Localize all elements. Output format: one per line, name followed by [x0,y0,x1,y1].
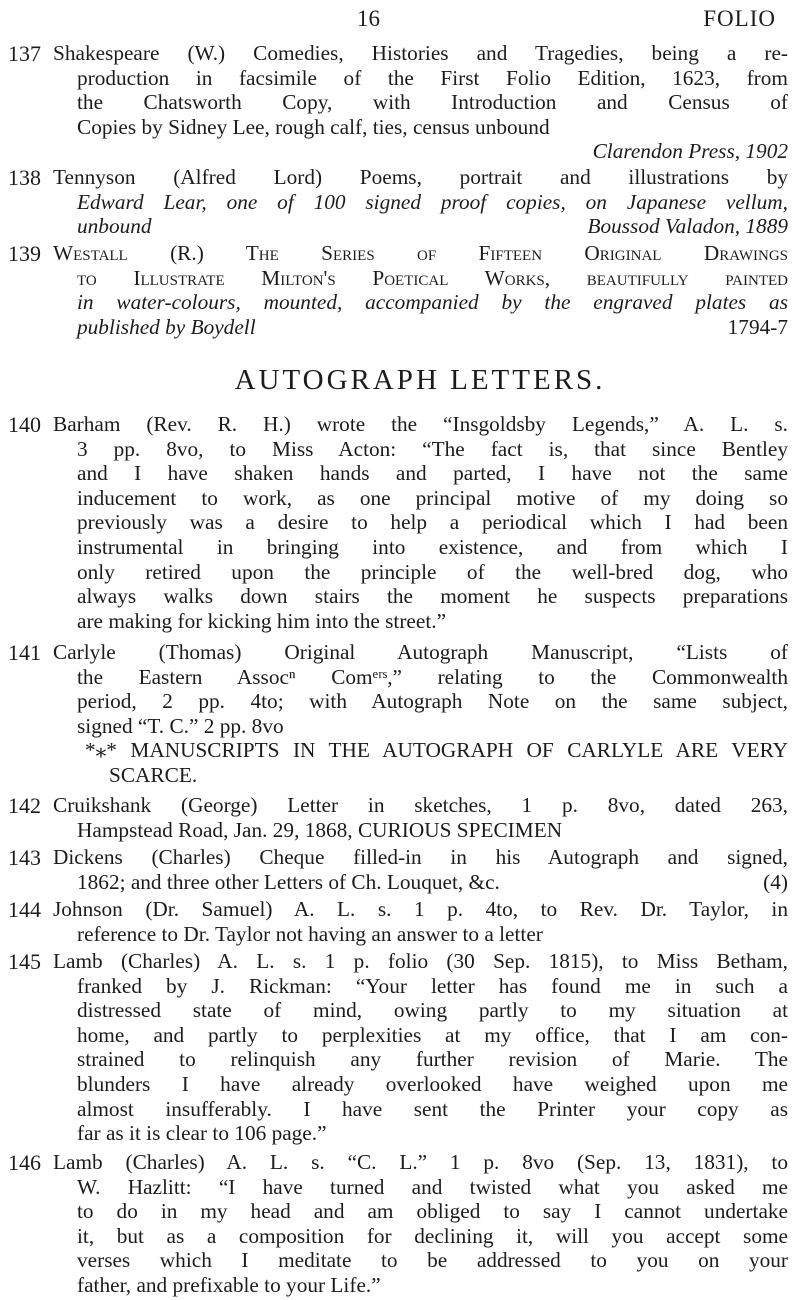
running-head [0,6,800,36]
lot-number: 142 [8,793,41,818]
entry-imprint: Clarendon Press, 1902 [592,139,788,164]
entry-quantity: (4) [763,869,788,894]
entry-line: Carlyle (Thomas) Original Autograph Manuscript, “Lists of [53,640,788,664]
entry-line: previously was a desire to help a periodical which I had been [77,510,788,535]
entry-line: W. Hazlitt: “I have turned and twisted what you asked me [77,1174,788,1199]
entry-line: franked by J. Rickman: “Your letter has found me in such a [77,973,788,998]
entry-line: 1862; and three other Letters of Ch. Louquet, &c. [77,869,500,894]
entry-imprint: Boussod Valadon, 1889 [587,214,788,239]
lot-number: 146 [8,1150,41,1175]
entry-line: almost insufferably. I have sent the Printer your copy as [77,1096,788,1121]
entry-line: always walks down stairs the moment he suspects preparations [77,584,788,609]
entry-line: it, but as a composition for declining it, will you accept some [77,1223,788,1248]
entry-line: 3 pp. 8vo, to Miss Acton: “The fact is, that since Bentley [77,436,788,461]
lot-number: 141 [8,640,41,665]
entry-line: published by Boydell [77,314,256,339]
entry-text [53,640,788,738]
entry-line: verses which I meditate to be addressed to you on your [77,1248,788,1273]
entry-line: the Chatsworth Copy, with Introduction and Census of [77,90,788,115]
entry-line: to Illustrate Milton's Poetical Works, beautifully painted [77,265,788,290]
lot-number: 144 [8,897,41,922]
entry-line: Hampstead Road, Jan. 29, 1868, CURIOUS SPECIMEN [77,817,563,842]
entry-text [53,241,788,339]
entry-line: the Eastern Assocⁿ Comᵉʳˢ,” relating to the Commonwealth [77,664,788,689]
entry-line: reference to Dr. Taylor not having an answer to a letter [77,921,543,946]
entry-line: blunders I have already overlooked have weighed upon me [77,1071,788,1096]
entry-line: distressed state of mind, owing partly to my situation at [77,998,788,1023]
entry-line: instrumental in bringing into existence, and from which I [77,534,788,559]
entry-text [53,1150,788,1298]
entry-line: Dickens (Charles) Cheque filled-in in his Autograph and signed, [53,845,788,869]
entry-line: Lamb (Charles) A. L. s. 1 p. folio (30 Sep. 1815), to Miss Betham, [53,949,788,973]
entry-line: Shakespeare (W.) Comedies, Histories and Tragedies, being a re- [53,41,788,65]
entry-line: home, and partly to perplexities at my office, that I am con- [77,1022,788,1047]
entry-line: father, and prefixable to your Life.” [77,1272,381,1297]
entry-line: inducement to work, as one principal motive of my doing so [77,485,788,510]
entry-line: far as it is clear to 106 page.” [77,1121,327,1146]
entry-text [53,41,788,164]
entry-line: signed “T. C.” 2 pp. 8vo [77,713,284,738]
note-line: *⁎* MANUSCRIPTS IN THE AUTOGRAPH OF CARLYLE ARE VERY [85,738,788,762]
entry-line: production in facsimile of the First Folio Edition, 1623, from [77,65,788,90]
entry-line: unbound [77,214,152,239]
entry-note [85,738,788,787]
entry-line: period, 2 pp. 4to; with Autograph Note on the same subject, [77,689,788,714]
lot-number: 138 [8,165,41,190]
entry-text [53,845,788,894]
lot-number: 139 [8,241,41,266]
entry-text [53,897,788,946]
entry-line: to do in my head and am obliged to say I cannot undertake [77,1199,788,1224]
section-heading: AUTOGRAPH LETTERS. [234,364,606,396]
entry-line: and I have shaken hands and parted, I have not the same [77,461,788,486]
entry-text [53,949,788,1146]
entry-line: Edward Lear, one of 100 signed proof copies, on Japanese vellum, [77,189,788,214]
entry-text [53,793,788,842]
entry-line: only retired upon the principle of the well-bred dog, who [77,559,788,584]
entry-line: Westall (R.) The Series of Fifteen Original Drawings [53,241,788,265]
entry-line: Cruikshank (George) Letter in sketches, 1 p. 8vo, dated 263, [53,793,788,817]
entry-line: Johnson (Dr. Samuel) A. L. s. 1 p. 4to, to Rev. Dr. Taylor, in [53,897,788,921]
running-section-title: FOLIO [703,6,776,31]
entry-text [53,412,788,633]
entry-line: are making for kicking him into the street.” [77,608,447,633]
page-number: 16 [357,6,380,31]
entry-text [53,165,788,239]
entry-line: Lamb (Charles) A. L. s. “C. L.” 1 p. 8vo (Sep. 13, 1831), to [53,1150,788,1174]
note-line: SCARCE. [109,762,198,787]
entry-line: strained to relinquish any further revision of Marie. The [77,1047,788,1072]
lot-number: 137 [8,41,41,66]
entry-line: Copies by Sidney Lee, rough calf, ties, census unbound [77,114,550,139]
lot-number: 140 [8,412,41,437]
entry-line: in water-colours, mounted, accompanied by the engraved plates as [77,290,788,315]
lot-number: 143 [8,845,41,870]
lot-number: 145 [8,949,41,974]
entry-line: Barham (Rev. R. H.) wrote the “Insgoldsby Legends,” A. L. s. [53,412,788,436]
entry-line: Tennyson (Alfred Lord) Poems, portrait and illustrations by [53,165,788,189]
entry-imprint: 1794-7 [727,314,788,339]
